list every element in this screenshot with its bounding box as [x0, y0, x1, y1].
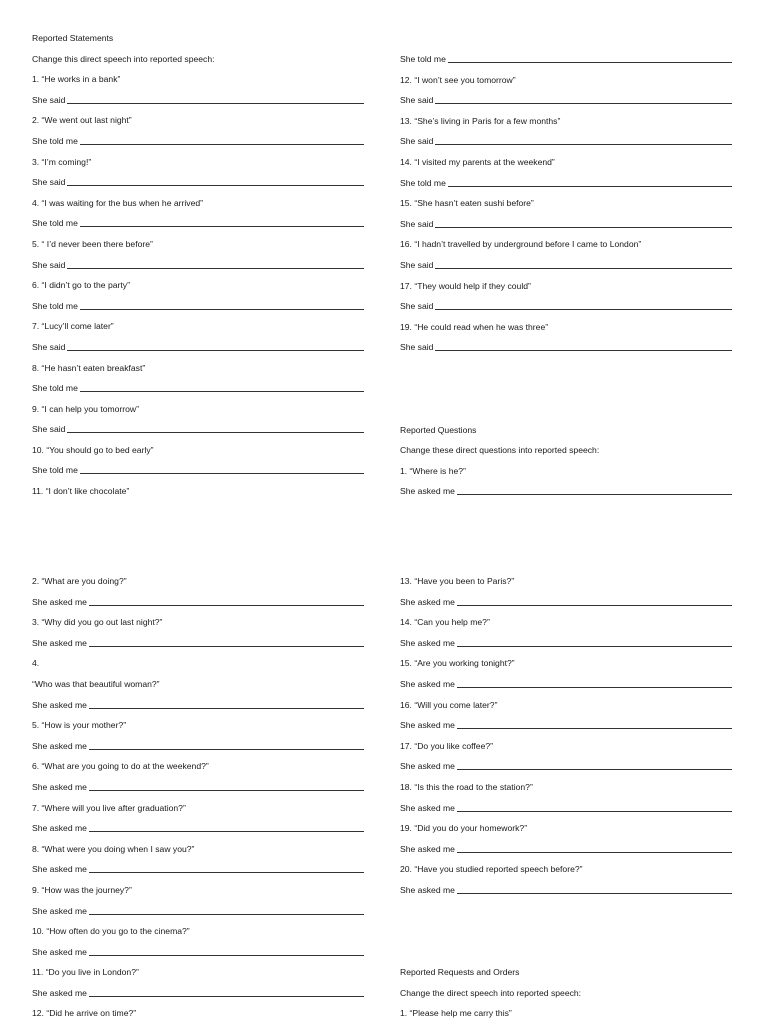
prompt-line [32, 197, 364, 218]
answer-label: She asked me [32, 781, 87, 792]
answer-line [32, 987, 364, 1008]
answer-blank[interactable] [89, 996, 364, 997]
prompt-text: 2. “We went out last night” [32, 115, 132, 126]
prompt-line [32, 53, 364, 74]
prompt-text: 13. “Have you been to Paris?” [400, 576, 515, 586]
prompt-line [400, 238, 732, 259]
spacer [400, 946, 732, 967]
answer-blank[interactable] [80, 391, 364, 392]
prompt-line [400, 616, 732, 637]
prompt-text: 12. “I won’t see you tomorrow” [400, 74, 516, 85]
prompt-line [400, 987, 732, 1008]
answer-blank[interactable] [457, 687, 732, 688]
answer-blank[interactable] [67, 432, 364, 433]
answer-line [400, 678, 732, 699]
answer-blank[interactable] [448, 62, 732, 63]
prompt-line [400, 575, 732, 596]
prompt-text: 1. “Please help me carry this” [400, 1008, 512, 1019]
answer-label: She asked me [32, 740, 87, 751]
answer-label: She said [400, 218, 434, 229]
answer-label: She asked me [32, 596, 87, 607]
prompt-line [32, 575, 364, 596]
answer-line [400, 760, 732, 781]
answer-label: She told me [32, 465, 78, 476]
prompt-text: Reported Statements [32, 33, 114, 43]
answer-blank[interactable] [67, 185, 364, 186]
answer-line [32, 699, 364, 720]
answer-line [32, 781, 364, 802]
prompt-text: 19. “He could read when he was three” [400, 321, 549, 332]
prompt-text: 20. “Have you studied reported speech before?” [400, 864, 583, 875]
prompt-text: 19. “Did you do your homework?” [400, 823, 528, 834]
answer-label: She told me [400, 54, 446, 64]
answer-line [32, 822, 364, 843]
prompt-line [32, 760, 364, 781]
answer-blank[interactable] [435, 350, 732, 351]
prompt-line [400, 321, 732, 342]
prompt-line [32, 279, 364, 300]
answer-line [400, 53, 732, 74]
spacer [400, 383, 732, 404]
prompt-line [32, 362, 364, 383]
answer-line [32, 176, 364, 197]
prompt-text: 11. “I don’t like chocolate” [32, 486, 130, 497]
prompt-line [400, 699, 732, 720]
prompt-text: 7. “Where will you live after graduation?” [32, 802, 186, 813]
answer-blank[interactable] [67, 103, 364, 104]
prompt-line [32, 657, 364, 678]
answer-line [400, 341, 732, 362]
answer-label: She asked me [32, 823, 87, 834]
answer-line [32, 863, 364, 884]
prompt-text: 13. “She’s living in Paris for a few months” [400, 115, 561, 126]
answer-blank[interactable] [457, 605, 732, 606]
prompt-text: 17. “They would help if they could” [400, 280, 531, 291]
prompt-text: Change this direct speech into reported speech: [32, 53, 215, 64]
answer-label: She asked me [400, 843, 455, 854]
prompt-text: 6. “I didn’t go to the party” [32, 280, 130, 291]
answer-label: She asked me [400, 486, 455, 497]
prompt-text: 15. “She hasn’t eaten sushi before” [400, 198, 534, 209]
column-bottom-left [32, 575, 364, 1028]
prompt-line [32, 156, 364, 177]
answer-line [32, 259, 364, 280]
spacer [400, 362, 732, 383]
answer-line [32, 946, 364, 967]
prompt-line [400, 657, 732, 678]
answer-label: She said [400, 342, 434, 353]
prompt-text: Change the direct speech into reported speech: [400, 987, 582, 998]
prompt-line [400, 74, 732, 95]
answer-line [32, 740, 364, 761]
answer-label: She said [32, 259, 66, 270]
prompt-line [32, 485, 364, 506]
column-top-right [400, 53, 732, 506]
answer-label: She asked me [400, 802, 455, 813]
prompt-text: Reported Questions [400, 424, 477, 435]
prompt-line [400, 863, 732, 884]
prompt-text: 14. “Can you help me?” [400, 617, 490, 628]
prompt-text: Change these direct questions into reported speech: [400, 445, 600, 456]
prompt-line [32, 73, 364, 94]
answer-label: She asked me [32, 864, 87, 875]
answer-line [400, 94, 732, 115]
answer-label: She told me [400, 177, 446, 188]
prompt-text: 2. “What are you doing?” [32, 576, 127, 586]
answer-label: She asked me [32, 637, 87, 648]
answer-label: She asked me [32, 905, 87, 916]
prompt-line [400, 156, 732, 177]
answer-blank[interactable] [457, 494, 732, 495]
answer-line [400, 259, 732, 280]
answer-label: She asked me [32, 987, 87, 998]
answer-blank[interactable] [457, 852, 732, 853]
answer-label: She asked me [400, 637, 455, 648]
answer-blank[interactable] [89, 790, 364, 791]
prompt-text: 9. “How was the journey?” [32, 884, 132, 895]
prompt-line [400, 424, 732, 445]
answer-line [32, 217, 364, 238]
prompt-text: 7. “Lucy’ll come later” [32, 321, 114, 332]
prompt-line [32, 843, 364, 864]
answer-blank[interactable] [80, 144, 364, 145]
answer-line [32, 94, 364, 115]
answer-blank[interactable] [457, 811, 732, 812]
answer-label: She told me [32, 135, 78, 146]
prompt-text: 18. “Is this the road to the station?” [400, 781, 533, 792]
answer-label: She asked me [400, 720, 455, 731]
prompt-line [400, 280, 732, 301]
prompt-line [400, 197, 732, 218]
prompt-text: 1. “He works in a bank” [32, 74, 121, 85]
answer-line [32, 300, 364, 321]
answer-line [400, 218, 732, 239]
answer-line [32, 596, 364, 617]
spacer [400, 403, 732, 424]
answer-blank[interactable] [67, 268, 364, 269]
prompt-line [32, 32, 364, 53]
prompt-text: 3. “I’m coming!” [32, 156, 92, 167]
answer-label: She told me [32, 300, 78, 311]
prompt-text: 6. “What are you going to do at the weekend?” [32, 761, 209, 772]
prompt-line [400, 465, 732, 486]
prompt-line [400, 740, 732, 761]
prompt-line [400, 822, 732, 843]
answer-line [32, 382, 364, 403]
answer-label: She asked me [400, 678, 455, 689]
answer-blank[interactable] [457, 646, 732, 647]
prompt-line [32, 616, 364, 637]
prompt-text: 5. “ I’d never been there before” [32, 238, 153, 249]
answer-line [400, 485, 732, 506]
answer-blank[interactable] [435, 268, 732, 269]
answer-line [32, 905, 364, 926]
answer-line [400, 177, 732, 198]
prompt-line [32, 114, 364, 135]
answer-label: She said [32, 424, 66, 435]
prompt-text: 16. “I hadn’t travelled by underground before I came to London” [400, 239, 642, 250]
answer-blank[interactable] [80, 473, 364, 474]
answer-label: She said [32, 177, 66, 188]
answer-label: She said [32, 94, 66, 105]
prompt-text: 11. “Do you live in London?” [32, 967, 139, 978]
answer-blank[interactable] [89, 872, 364, 873]
answer-line [32, 464, 364, 485]
prompt-text: 14. “I visited my parents at the weekend” [400, 156, 555, 167]
answer-blank[interactable] [89, 646, 364, 647]
prompt-text: 3. “Why did you go out last night?” [32, 617, 163, 628]
answer-line [400, 884, 732, 905]
prompt-line [32, 966, 364, 987]
answer-label: She said [32, 341, 66, 352]
prompt-text: 9. “I can help you tomorrow” [32, 403, 139, 414]
answer-label: She said [400, 136, 434, 147]
answer-label: She asked me [400, 761, 455, 772]
column-top-left [32, 32, 364, 506]
prompt-text: 10. “How often do you go to the cinema?” [32, 926, 190, 937]
prompt-text: 4. [32, 658, 40, 669]
answer-blank[interactable] [67, 350, 364, 351]
answer-blank[interactable] [448, 186, 732, 187]
prompt-text: Reported Requests and Orders [400, 967, 520, 978]
prompt-line [32, 320, 364, 341]
answer-line [400, 802, 732, 823]
prompt-line [32, 678, 364, 699]
answer-line [400, 596, 732, 617]
answer-line [32, 423, 364, 444]
answer-blank[interactable] [435, 144, 732, 145]
answer-blank[interactable] [89, 914, 364, 915]
answer-blank[interactable] [435, 227, 732, 228]
prompt-text: 10. “You should go to bed early” [32, 444, 154, 455]
answer-blank[interactable] [80, 226, 364, 227]
answer-blank[interactable] [435, 309, 732, 310]
prompt-line [400, 966, 732, 987]
answer-label: She asked me [32, 946, 87, 957]
prompt-text: 5. “How is your mother?” [32, 720, 127, 731]
answer-blank[interactable] [89, 955, 364, 956]
prompt-line [400, 781, 732, 802]
prompt-text: “Who was that beautiful woman?” [32, 678, 160, 689]
prompt-line [32, 884, 364, 905]
answer-blank[interactable] [80, 309, 364, 310]
prompt-text: 1. “Where is he?” [400, 465, 466, 476]
prompt-line [32, 925, 364, 946]
prompt-text: 8. “He hasn’t eaten breakfast” [32, 362, 146, 373]
answer-line [32, 341, 364, 362]
prompt-text: 4. “I was waiting for the bus when he arrived” [32, 197, 204, 208]
prompt-line [32, 1007, 364, 1028]
answer-blank[interactable] [457, 728, 732, 729]
answer-line [400, 719, 732, 740]
prompt-text: 15. “Are you working tonight?” [400, 658, 515, 669]
answer-label: She told me [32, 218, 78, 229]
spacer [400, 905, 732, 926]
answer-blank[interactable] [89, 749, 364, 750]
answer-blank[interactable] [457, 893, 732, 894]
prompt-text: 16. “Will you come later?” [400, 699, 498, 710]
answer-label: She said [400, 95, 434, 106]
answer-label: She asked me [400, 596, 455, 607]
column-bottom-right [400, 575, 732, 1028]
prompt-text: 17. “Do you like coffee?” [400, 740, 493, 751]
prompt-line [32, 238, 364, 259]
answer-label: She asked me [32, 699, 87, 710]
prompt-line [400, 1007, 732, 1028]
answer-blank[interactable] [435, 103, 732, 104]
spacer [400, 925, 732, 946]
answer-label: She said [400, 259, 434, 270]
prompt-line [32, 444, 364, 465]
prompt-line [32, 403, 364, 424]
answer-line [32, 637, 364, 658]
answer-line [400, 300, 732, 321]
answer-blank[interactable] [457, 769, 732, 770]
answer-label: She told me [32, 383, 78, 394]
answer-line [400, 637, 732, 658]
answer-blank[interactable] [89, 708, 364, 709]
prompt-line [400, 115, 732, 136]
answer-line [400, 843, 732, 864]
prompt-line [400, 444, 732, 465]
answer-line [32, 135, 364, 156]
answer-label: She said [400, 301, 434, 312]
prompt-line [32, 719, 364, 740]
prompt-text: 12. “Did he arrive on time?” [32, 1008, 137, 1019]
answer-label: She asked me [400, 884, 455, 895]
answer-line [400, 135, 732, 156]
answer-blank[interactable] [89, 831, 364, 832]
prompt-line [32, 802, 364, 823]
prompt-text: 8. “What were you doing when I saw you?” [32, 843, 195, 854]
answer-blank[interactable] [89, 605, 364, 606]
